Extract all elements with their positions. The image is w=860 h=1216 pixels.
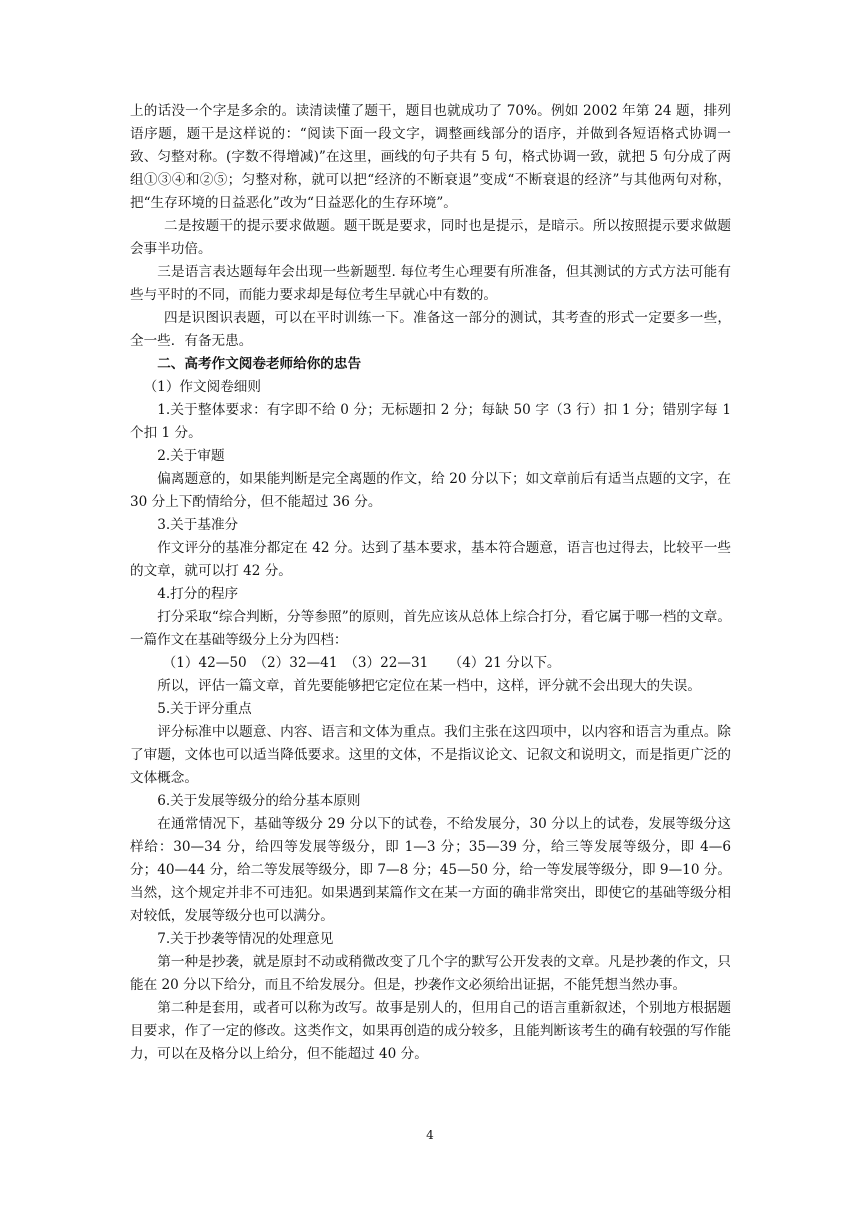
rule-procedure-conclusion: 所以，评估一篇文章，首先要能够把它定位在某一档中，这样，评分就不会出现大的失误。 (157, 678, 701, 694)
paragraph-point-three: 三是语言表达题每年会出现一些新题型. 每位考生心理要有所准备，但其测试的方式方法可能有些与平时的不同，而能力要求却是每位考生早就心中有数的。 (130, 264, 731, 303)
paragraph-point-four: 四是识图识表题，可以在平时训练一下。准备这一部分的测试，其考查的形式一定要多一些，全一些．有备无患。 (130, 310, 731, 349)
rule-base-score-text: 作文评分的基准分都定在 42 分。达到了基本要求，基本符合题意，语言也过得去，比较平一些的文章，就可以打 42 分。 (130, 540, 731, 579)
rule-heading-focus: 5.关于评分重点 (157, 701, 252, 717)
rule-heading-topic: 2.关于审题 (157, 448, 225, 464)
rule-heading-plagiarism: 7.关于抄袭等情况的处理意见 (157, 931, 334, 947)
rule-heading-base-score: 3.关于基准分 (157, 517, 239, 533)
paragraph-continuation: 上的话没一个字是多余的。读清读懂了题干，题目也就成功了 70%。例如 2002 年第 24 题，排列语序题，题干是这样说的：“阅读下面一段文字，调整画线部分的语序，并做到各短语格式协调一致、匀整对称。(字数不得增减)”在这里，画线的句子共有 5 句，格式协调一致，就把 5 句分成了两组①③④和②⑤；匀整对称，就可以把“经济的不断衰退”变成“不断衰退的经济”与其他两句对称，把“生存环境的日益恶化”改为“日益恶化的生存环境”。 (130, 103, 731, 211)
section-heading: 二、高考作文阅卷老师给你的忠告 (157, 356, 362, 372)
rule-development-text: 在通常情况下，基础等级分 29 分以下的试卷，不给发展分，30 分以上的试卷，发展等级分这样给：30—34 分，给四等发展等级分，即 1—3 分；35—39 分，给三等发展等级分，即 4—6 分；40—44 分，给二等发展等级分，即 7—8 分；45—50 分，给一等发展等级分，即 9—10 分。当然，这个规定并非不可违犯。如果遇到某篇作文在某一方面的确非常突出，即使它的基础等级分相对较低，发展等级分也可以满分。 (130, 816, 731, 924)
rule-plagiarism-text: 第一种是抄袭，就是原封不动或稍微改变了几个字的默写公开发表的文章。凡是抄袭的作文，只能在 20 分以下给分，而且不给发展分。但是，抄袭作文必须给出证据，不能凭想当然办事。 (130, 954, 731, 993)
rule-heading-development: 6.关于发展等级分的给分基本原则 (157, 793, 361, 809)
rule-procedure-text: 打分采取“综合判断，分等参照”的原则，首先应该从总体上综合打分，看它属于哪一档的文章。一篇作文在基础等级分上分为四档： (130, 609, 731, 648)
rule-heading-procedure: 4.打分的程序 (157, 586, 239, 602)
rule-focus-text: 评分标准中以题意、内容、语言和文体为重点。我们主张在这四项中，以内容和语言为重点。除了审题，文体也可以适当降低要求。这里的文体，不是指议论文、记叙文和说明文，而是指更广泛的文体概念。 (130, 724, 731, 786)
paragraph-point-two: 二是按题干的提示要求做题。题干既是要求，同时也是提示，是暗示。所以按照提示要求做题会事半功倍。 (130, 218, 731, 257)
page-number: 4 (426, 1128, 434, 1142)
body-text (130, 100, 731, 1066)
subsection-heading: （1）作文阅卷细则 (143, 379, 261, 395)
rule-overall: 1.关于整体要求：有字即不给 0 分；无标题扣 2 分；每缺 50 字（3 行）扣 1 分；错别字每 1 个扣 1 分。 (130, 402, 731, 441)
rule-adaptation-text: 第二种是套用，或者可以称为改写。故事是别人的，但用自己的语言重新叙述，个别地方根据题目要求，作了一定的修改。这类作文，如果再创造的成分较多，且能判断该考生的确有较强的写作能力，可以在及格分以上给分，但不能超过 40 分。 (130, 1000, 731, 1062)
score-levels: （1）42—50 （2）32—41 （3）22—31 （4）21 分以下。 (162, 655, 561, 671)
rule-topic-text: 偏离题意的，如果能判断是完全离题的作文，给 20 分以下；如文章前后有适当点题的文字，在 30 分上下酌情给分，但不能超过 36 分。 (130, 471, 731, 510)
